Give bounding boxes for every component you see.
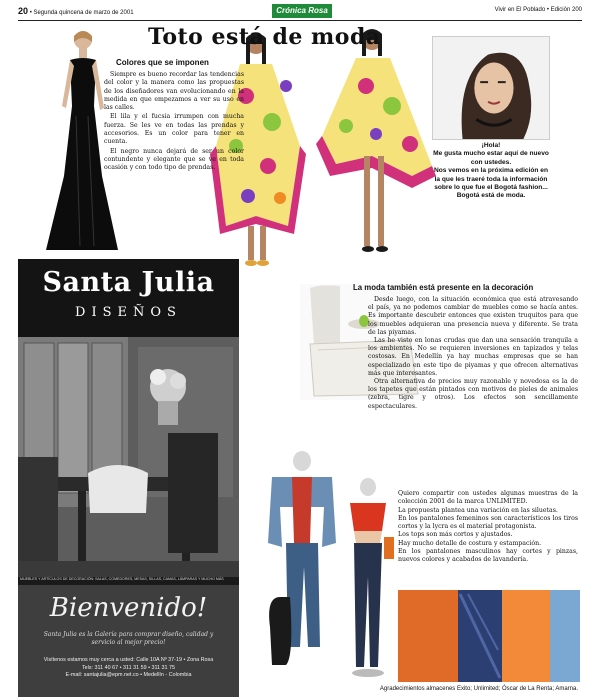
unlimited-body <box>398 490 578 565</box>
ad-products-strip: MUEBLES Y ARTÍCULOS DE DECORACIÓN: SALAS, COMEDORES, MESAS, SILLAS, CAMAS, LÁMPARAS Y MUCHO MÁS <box>20 577 224 581</box>
photo-credits: Agradecimientos almacenes Exito; Unlimited; Óscar de La Renta; Amarna. <box>379 686 578 692</box>
ad-contact-line: E-mail: santajulia@epm.net.co • Medellín - Colombia <box>65 672 192 679</box>
unlimited-paragraph: En los pantalones masculinos hay cortes y pinzas, nuevos colores y acabados de lavandería. <box>398 548 578 564</box>
ad-contact <box>22 657 235 680</box>
unlimited-paragraph: La propuesta plantea una variación en las siluetas. <box>398 506 558 514</box>
feature-title: Toto está de moda <box>148 24 381 50</box>
page-number: 20 <box>18 6 29 16</box>
issue-date: • Segunda quincena de marzo de 2001 <box>29 10 134 16</box>
santa-julia-ad <box>18 259 239 697</box>
decoration-paragraph: Las he visto en lonas crudas que dan una sensación tranquila a los ambientes. No se requieren inversiones en tapizados y telas costosas. En Medellín ya hay muchas empresas que se han especializado en este tipo de piyamas y que ofrecen alternativas más que interesantes. <box>368 337 578 377</box>
ad-brand-subtitle: DISEÑOS <box>75 305 182 320</box>
section-brand: Crónica Rosa <box>272 4 332 18</box>
unlimited-paragraph: En los pantalones femeninos son característicos los tiros cortos y la lycra es el material protagonista. <box>398 514 578 531</box>
publication-info: Vivir en El Poblado • Edición 200 <box>494 7 582 13</box>
columnist-portrait <box>432 36 550 140</box>
feature-paragraph: El negro nunca dejará de ser un color contundente y elegante que se ve en toda ocasión y con todo tipo de prendas. <box>104 147 244 172</box>
decoration-paragraph: Desde luego, con la situación económica que está atravesando el país, ya no podemos cambiar de muebles como se hacía antes. Es importante descubrir entonces que existen truquitos para que los muebles adquieran una presencia nueva y diferente. Se trata de las piyamas. <box>368 296 578 336</box>
unlimited-fashion-photo <box>250 447 410 687</box>
issue-info <box>18 6 134 16</box>
ad-tagline: Santa Julia es la Galería para comprar diseño, calidad y servicio al mejor precio! <box>43 631 214 646</box>
greeting-line: ¡Hola! <box>481 142 501 149</box>
magazine-page <box>18 0 582 700</box>
decoration-paragraph: Otra alternativa de precios muy razonable y novedosa es la de los tapetes que están pintados con motivos de pieles de animales (zebra, tigre y otros). Los efectos son sencillamente espectaculares. <box>368 378 578 410</box>
greeting-line: Nos vemos en la próxima edición en la que les traeré toda la información sobre lo que fue el Bogotá fashion... Bogotá está de moda. <box>434 167 548 200</box>
unlimited-paragraph: Hay mucho detalle de costura y estampación. <box>398 539 542 547</box>
feature-subtitle: Colores que se imponen <box>116 58 209 67</box>
ad-brand-name: Santa Julia <box>42 267 215 298</box>
decoration-body <box>368 296 578 411</box>
ad-dining-room-photo <box>18 337 239 577</box>
ad-footer <box>18 585 239 697</box>
columnist-greeting <box>432 142 550 201</box>
page-header <box>18 4 582 18</box>
clothing-detail-photo <box>398 590 580 682</box>
unlimited-paragraph: Quiero compartir con ustedes algunas muestras de la colección 2001 de la marca UNLIMITED. <box>398 490 578 506</box>
greeting-line: Me gusta mucho estar aquí de nuevo con ustedes. <box>433 150 549 166</box>
unlimited-paragraph: Los tops son más cortos y ajustados. <box>398 531 513 539</box>
ad-contact-line: Visítenos estamos muy cerca a usted: Calle 10A Nº 37-19 • Zona Rosa <box>43 657 214 663</box>
feature-body <box>104 71 244 174</box>
feature-paragraph: El lila y el fucsia irrumpen con mucha fuerza. Se les ve en todas las prendas y accesorios. Es un color para tener en cuenta. <box>104 113 244 146</box>
decoration-title: La moda también está presente en la decoración <box>353 283 534 292</box>
header-rule <box>18 20 582 21</box>
ad-welcome: Bienvenido! <box>49 593 208 623</box>
feature-paragraph: Siempre es bueno recordar las tendencias del color y la manera como las propuestas de los diseñadores van evolucionando en la medida en que empezamos a ver su uso en las calles. <box>104 71 244 112</box>
ad-contact-line: Tels: 311 40 67 • 311 31 59 • 311 31 75 <box>81 664 176 671</box>
ad-header <box>18 259 239 339</box>
